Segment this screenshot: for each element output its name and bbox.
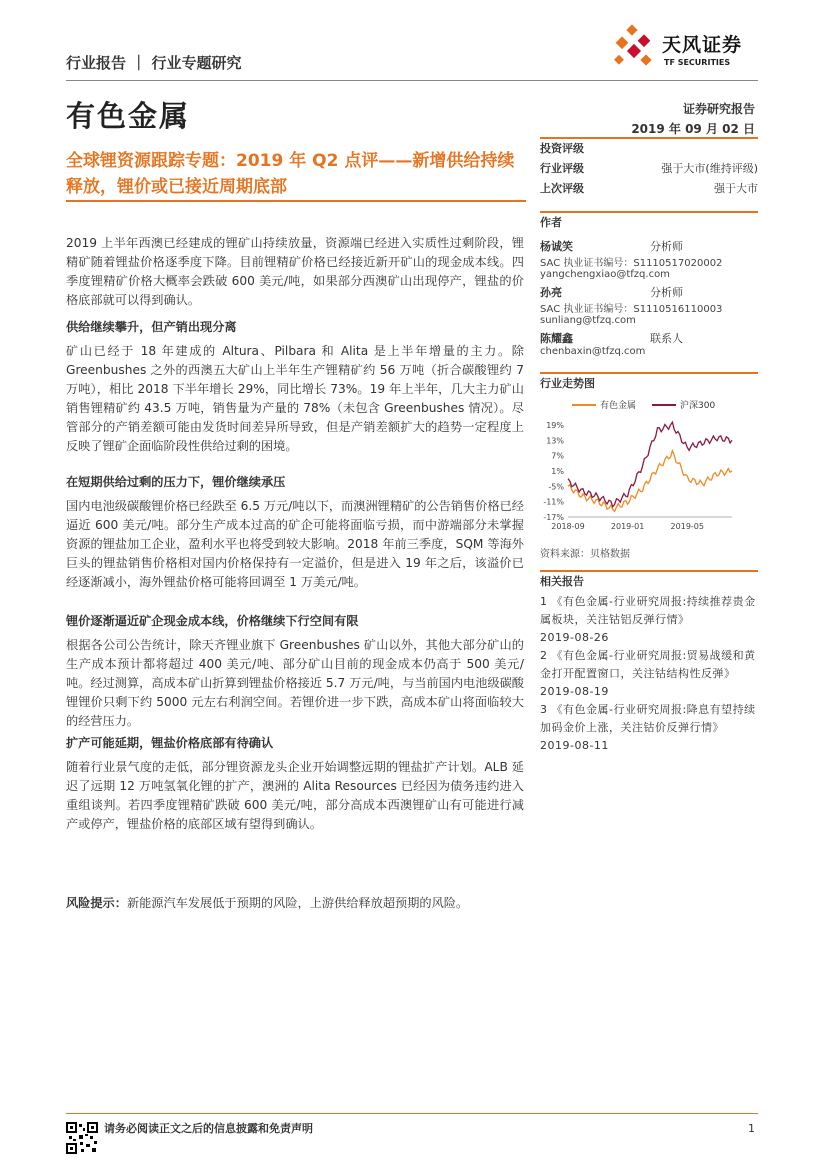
sidebar-divider-related (540, 570, 758, 572)
y-tick-label: 7% (551, 451, 564, 461)
related-item[interactable] (540, 647, 758, 701)
section-heading-cost: 锂价逐渐逼近矿企现金成本线，价格继续下行空间有限 (66, 614, 359, 628)
x-tick-label: 2019-05 (670, 522, 704, 531)
rating-header: 投资评级 (540, 142, 584, 155)
section-heading-supply: 供给继续攀升，但产销出现分离 (66, 320, 237, 334)
legend-label: 沪深300 (680, 401, 716, 411)
last-rating-label: 上次评级 (540, 182, 584, 195)
section-body-cost: 根据各公司公告统计，除天齐锂业旗下 Greenbushes 矿山以外，其他大部分矿山的生产成本预计都将超过 400 美元/吨、部分矿山目前的现金成本仍高于 500 美元/吨。经过测算，高成本矿山折算到锂盐价格接近 5.7 万元/吨，与当前国内电池级碳酸锂锂价只剩下约 5000 元左右利润空间。若锂价进一步下跌，高成本矿山将面临较大的经营压力。 (66, 638, 524, 728)
author-role: 分析师 (650, 286, 683, 299)
section-heading-price: 在短期供给过剩的压力下，锂价继续承压 (66, 475, 286, 489)
sidebar-divider-rating (540, 137, 758, 139)
title-underline (66, 200, 526, 202)
last-rating-row (540, 180, 758, 196)
risk-warning (66, 894, 524, 913)
related-date: 2019-08-11 (540, 739, 609, 752)
chart-source: 资料来源：贝格数据 (540, 549, 630, 560)
logo-text-cn: 天风证券 (662, 34, 743, 56)
author-email[interactable]: yangchengxiao@tfzq.com (540, 269, 670, 280)
series-line-0 (568, 451, 732, 512)
industry-rating-label: 行业评级 (540, 162, 584, 175)
industry-rating-value: 强于大市(维持评级) (661, 162, 758, 175)
author-role: 分析师 (650, 240, 683, 253)
y-tick-label: 19% (546, 421, 564, 430)
author-email[interactable]: chenbaxin@tfzq.com (540, 346, 646, 357)
industry-rating-row (540, 160, 758, 176)
header-divider (66, 80, 758, 81)
logo (612, 24, 762, 74)
y-tick-label: 1% (551, 467, 564, 476)
author-email[interactable]: sunliang@tfzq.com (540, 315, 636, 326)
related-header: 相关报告 (540, 575, 584, 588)
y-tick-label: -17% (543, 513, 564, 522)
section-body-price: 国内电池级碳酸锂价格已经跌至 6.5 万元/吨以下，而澳洲锂精矿的公告销售价格已经逼近 600 美元/吨。部分生产成本过高的矿企可能将面临亏损，而中游端部分未掌握资源的锂盐加工企业，盈利水平也将受到较大影响。2018 年前三季度，SQM 等海外巨头的锂盐销售价格相对国内价格保持有一定溢价，但是进入 19 年之后，该溢价已经逐渐减小，海外锂盐价格可能将回调至 1 万美元/吨。 (66, 499, 524, 589)
related-block (540, 573, 758, 755)
logo-text-en: TF SECURITIES (664, 58, 731, 67)
qr-code-icon (66, 1122, 98, 1154)
rating-block (540, 140, 758, 196)
risk-label: 风险提示： (66, 896, 127, 910)
author-3 (540, 330, 758, 357)
trend-header: 行业走势图 (540, 377, 595, 390)
x-tick-label: 2018-09 (551, 522, 585, 531)
logo-icon (612, 24, 660, 72)
trend-chart-svg (540, 393, 758, 535)
report-date: 2019 年 09 月 02 日 (631, 122, 755, 136)
author-cert: SAC 执业证书编号：S1110516110003 (540, 304, 723, 315)
related-date: 2019-08-19 (540, 685, 609, 698)
footer-divider (66, 1113, 758, 1114)
series-line-1 (568, 422, 732, 507)
section-body-expansion: 随着行业景气度的走低，部分锂资源龙头企业开始调整远期的锂盐扩产计划。ALB 延迟了远期 12 万吨氢氧化锂的扩产，澳洲的 Alita Resources 已经因为债务违约进入重组谈判。若四季度锂精矿跌破 600 美元/吨，部分高成本西澳锂矿山有可能进行减产或停产，锂盐价格的底部区域有望得到确认。 (66, 760, 524, 831)
y-tick-label: 13% (546, 436, 564, 446)
author-name: 孙亮 (540, 286, 562, 299)
summary-paragraph: 2019 上半年西澳已经建成的锂矿山持续放量，资源端已经进入实质性过剩阶段，锂精矿随着锂盐价格逐季度下降。目前锂精矿价格已经接近新开矿山的现金成本线。四季度锂精矿价格大概率会跌破 600 美元/吨，如果部分西澳矿山出现停产，锂盐的价格底部就可以得到确认。 (66, 236, 524, 307)
authors-block (540, 214, 758, 357)
related-date: 2019-08-26 (540, 631, 609, 644)
author-name: 杨诚笑 (540, 240, 573, 253)
author-role: 联系人 (650, 332, 683, 345)
authors-header: 作者 (540, 216, 562, 229)
related-title: 3 《有色金属-行业研究周报:降息有望持续加码金价上涨，关注钴价反弹行情》 (540, 703, 756, 734)
y-tick-label: -11% (543, 497, 564, 507)
trend-chart (540, 393, 758, 535)
x-tick-label: 2019-01 (610, 522, 645, 531)
sidebar-divider-trend (540, 372, 758, 374)
related-title: 2 《有色金属-行业研究周报:贸易战缓和黄金打开配置窗口，关注钴结构性反弹》 (540, 649, 756, 680)
related-list (540, 593, 758, 755)
sector-title: 有色金属 (66, 99, 191, 133)
related-item[interactable] (540, 701, 758, 755)
footer-disclaimer: 请务必阅读正文之后的信息披露和免责声明 (104, 1122, 313, 1135)
related-item[interactable] (540, 593, 758, 647)
risk-text: 新能源汽车发展低于预期的风险，上游供给释放超预期的风险。 (126, 896, 469, 910)
legend-label: 有色金属 (600, 401, 637, 411)
report-category: 行业报告 ｜ 行业专题研究 (66, 54, 242, 72)
last-rating-value: 强于大市 (714, 182, 758, 195)
sidebar-divider-authors (540, 211, 758, 213)
report-title: 全球锂资源跟踪专题：2019 年 Q2 点评——新增供给持续释放，锂价或已接近周期底部 (66, 151, 515, 197)
report-type: 证券研究报告 (682, 102, 755, 116)
author-2 (540, 284, 758, 326)
section-heading-expansion: 扩产可能延期，锂盐价格底部有待确认 (66, 736, 274, 750)
author-name: 陈耀鑫 (540, 332, 573, 345)
section-body-supply: 矿山已经于 18 年建成的 Altura、Pilbara 和 Alita 是上半年增量的主力。除 Greenbushes 之外的西澳五大矿山上半年生产锂精矿约 56 万吨（折合碳酸锂约 7 万吨），相比 2018 下半年增长 29%，同比增长 73%。19 年上半年，几大主力矿山销售锂精矿约 43.5 万吨，销售量为产量的 78%（未包含 Greenbushes 情况）。尽管部分的产销差额可能由发货时间差异所导致，但是产销差额扩大的趋势一定程度上反映了锂矿企面临阶段性供给过剩的困境。 (66, 344, 524, 453)
author-cert: SAC 执业证书编号：S1110517020002 (540, 258, 723, 269)
trend-header-wrap (540, 375, 758, 391)
page-number: 1 (748, 1122, 755, 1135)
author-1 (540, 238, 758, 280)
related-title: 1 《有色金属-行业研究周报:持续推荐贵金属板块，关注钴铝反弹行情》 (540, 595, 756, 626)
y-tick-label: -5% (548, 482, 564, 492)
